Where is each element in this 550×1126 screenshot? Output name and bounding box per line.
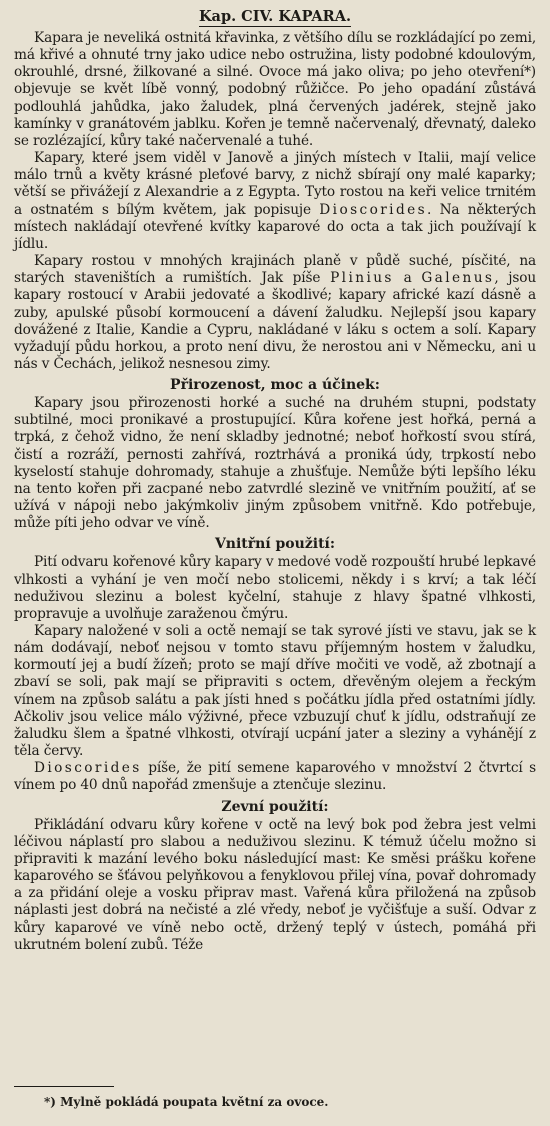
author-name-dioscorides: Dioscorides [319,201,428,218]
paragraph-habitat: Kapary rostou v mnohých krajinách planě v půdě suché, písčité, na starých staveništích a rumištích. Jak píše Plinius a Galenus, jsou kapary rostoucí v Arabii jedovaté a škodlivé; kapary africké kazí dásně a zuby, apulské působí kormoucení a dávení žaludku. Nejlepší jsou kapary dovážené z Italie, Kandie a Cypru, nakládané v láku s octem a solí. Kapary vyžadují půdu horkou, a proto není divu, že nerostou ani v Německu, ani u nás v Čechách, jelikož nesnesou zimy. [14,253,536,372]
author-name-dioscorides-2: Dioscorides [34,760,142,777]
paragraph-properties: Kapary jsou přirozenosti horké a suché na druhém stupni, podstaty subtilné, moci pronikavé a prostupující. Kůra kořene jest hořká, perná a trpká, z čehož vidno, že není skladby jednotné; neboť hořkostí svou stírá, čistí a rozráží, pernosti zahřívá, roztrhává a proniká údy, trpkostí nebo kyselostí stahuje dohromady, stahuje a zhušťuje. Nemůže býti lepšího léku na tento kořen při zacpané nebo zatvrdlé slezině ve vnitřním použití, ať se užívá v nápoji nebo jakýmkoliv jiným způsobem vnitřně. Kdo potřebuje, může píti jeho odvar ve víně. [14,395,536,532]
section-heading-external-use: Zevní použití: [221,798,329,815]
paragraph-internal-use-2: Kapary naložené v soli a octě nemají se tak syrové jísti ve stavu, jak se k nám dodávají, neboť nejsou v tomto stavu příjemným hostem v žaludku, kormoutí jej a budí žízeň; proto se mají dříve močiti ve vodě, až zbotnají a zbaví se soli, pak mají se připraviti s octem, dřevěným olejem a řeckým vínem na způsob salátu a pak jísti hned s počátku jídla před ostatními jídly. Ačkoliv jsou velice málo výživné, přece vzbuzují chuť k jídlu, odstraňují ze žaludku šlem a špatné vlhkosti, otvírají ucpání jater a sleziny a vyhánějí z těla červy. [14,623,536,760]
paragraph-description: Kapara je neveliká ostnitá křavinka, z většího dílu se rozkládající po zemi, má křivé a ohnuté trny jako udice nebo ostružina, listy podobné kdoulovým, okrouhlé, drsné, žilkované a silné. Ovoce má jako oliva; po jeho otevření*) objevuje se květ líbě vonný, podobný růžičce. Po jeho opadání zůstává podlouhlá jahůdka, jako žaludek, plná červených jadérek, stejně jako kamínky v granátovém jablku. Kořen je temně načervenalý, dřevnatý, daleko se rozlézající, kůry také načervenalé a tuhé. [14,30,537,149]
section-heading-internal-use: Vnitřní použití: [214,536,336,553]
paragraph-external-use: Přikládání odvaru kůry kořene v octě na levý bok pod žebra jest velmi léčivou náplastí pro slabou a neduživou slezinu. K témuž účelu možno si připraviti k mazání levého boku následující mast: Ke směsi prášku kořene kaparového se šťávou pelyňkovou a fenyklovou přilej vína, povař dohromady a za přidání oleje a vosku připrav mast. Vařená kůra přiložená na způsob náplasti jest dobrá na nečisté a zlé vředy, neboť je vyčišťuje a suší. Odvar z kůry kaparové ve víně nebo octě, držený teplý v ústech, pomáhá při ukrutném bolení zubů. Téže [14,816,536,953]
author-name-galenus: Galenus [421,270,495,287]
author-name-plinius: Plinius [330,270,394,287]
footnote-rule [14,1086,114,1087]
section-heading-properties: Přirozenost, moc a účinek: [170,377,380,394]
chapter-title: Kap. CIV. KAPARA. [198,8,352,25]
paragraph-internal-use-3: Dioscorides píše, že pití semene kaparového v množství 2 čtvrtcí s vínem po 40 dnů napořád zmenšuje a ztenčuje slezinu. [14,760,536,794]
paragraph-origin: Kapary, které jsem viděl v Janově a jiných místech v Italii, mají velice málo trnů a květy krásné pleťové barvy, z nichž sbírají ony malé kaparky; větší se přivážejí z Alexandrie a z Egypta. Tyto rostou na keři velice trnitém a ostnatém s bílým květem, jak popisuje Dioscorides. Na některých místech nakládají otevřené kvítky kaparové do octa a tak jich používají k jídlu. [14,150,536,252]
paragraph-internal-use-1: Pití odvaru kořenové kůry kapary v medové vodě rozpouští hrubé lepkavé vlhkosti a vyhání je ven močí nebo stolicemi, někdy i s krví; a tak léčí neduživou slezinu a bolest kyčelní, stahuje z hlavy špatné vlhkosti, propravuje a uvolňuje zaraženou čmýru. [14,554,536,622]
footnote: *) Mylně pokládá poupata květní za ovoce. [44,1095,329,1109]
